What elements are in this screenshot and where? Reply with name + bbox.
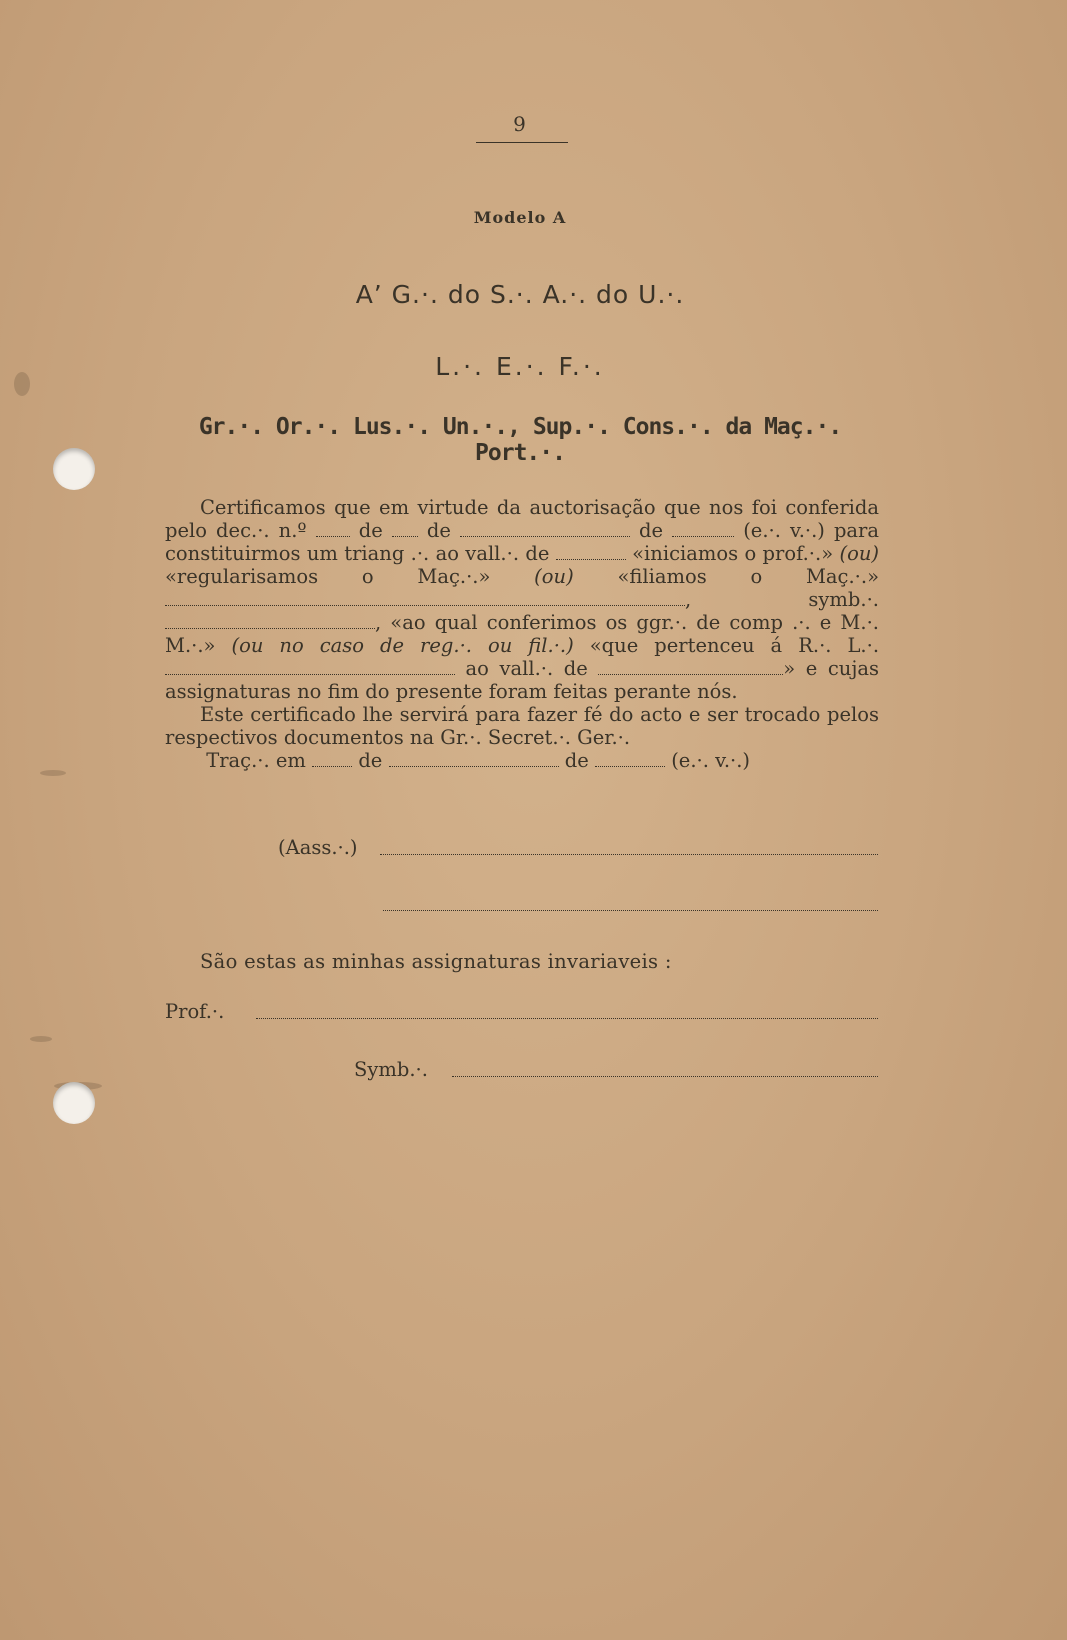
second-signature-line[interactable] — [383, 910, 878, 911]
stain-mark — [40, 770, 66, 776]
year-blank[interactable] — [672, 522, 734, 537]
body-text: «que pertenceu á R.·. L.·. — [589, 634, 880, 657]
signature-line[interactable] — [380, 854, 878, 855]
stain-mark — [30, 1036, 52, 1042]
option-or: (ou) — [534, 565, 574, 588]
certificate-paragraph — [165, 496, 879, 703]
profane-label: Prof.·. — [165, 1000, 225, 1023]
number-blank[interactable] — [316, 522, 350, 537]
symbolic-name-blank[interactable] — [165, 614, 375, 629]
body-text: «regularisamos o Maç.·.» — [165, 565, 491, 588]
symbolic-label: Symb.·. — [354, 1058, 428, 1081]
lodge-valley-blank[interactable] — [598, 660, 783, 675]
month-blank[interactable] — [460, 522, 630, 537]
stain-mark — [14, 372, 30, 396]
day-blank[interactable] — [392, 522, 418, 537]
lodge-initials: L.·. E.·. F.·. — [435, 352, 605, 381]
body-text: Certificamos que em virtude da auctorisação que nos foi conferida pelo dec.·. n.º — [165, 496, 879, 542]
traced-year-blank[interactable] — [595, 752, 665, 767]
traced-line — [165, 749, 879, 772]
body-text: de — [358, 749, 383, 772]
body-text: de — [426, 519, 451, 542]
body-text: symb.·. — [808, 588, 879, 611]
lodge-name-blank[interactable] — [165, 660, 455, 675]
option-note: (ou no caso de reg.·. ou fil.·.) — [231, 634, 574, 657]
body-text: de — [358, 519, 383, 542]
page-number: 9 — [513, 112, 527, 136]
certificate-paragraph — [165, 703, 879, 749]
body-text: » e cujas assignaturas no fim do presente foram feitas perante nós. — [165, 657, 879, 703]
body-text: «filiamos o Maç.·.» — [617, 565, 880, 588]
traced-month-blank[interactable] — [389, 752, 559, 767]
traced-day-blank[interactable] — [312, 752, 352, 767]
signature-statement: São estas as minhas assignaturas invariaveis : — [200, 950, 672, 973]
profane-signature-line[interactable] — [256, 1018, 878, 1019]
punch-hole — [53, 448, 95, 490]
grand-orient-heading: Gr.·. Or.·. Lus.·. Un.·., Sup.·. Cons.·. da Maç.·. Port.·. — [198, 414, 842, 466]
body-text: Traç.·. em — [206, 749, 306, 772]
body-text: (e.·. v.·.) — [671, 749, 751, 772]
certificate-body — [165, 496, 879, 772]
symbolic-signature-line[interactable] — [452, 1076, 878, 1077]
body-text: , — [685, 588, 692, 611]
signature-label: (Aass.·.) — [278, 836, 358, 859]
invocation-heading: A’ G.·. do S.·. A.·. do U.·. — [355, 280, 685, 309]
body-text: (e.·. v.·.) para constituirmos um triang .·. ao vall.·. de — [165, 519, 880, 565]
name-blank[interactable] — [165, 591, 685, 606]
model-label: Modelo A — [473, 208, 567, 227]
body-text: Este certificado lhe servirá para fazer fé do acto e ser trocado pelos respectivos documentos na Gr.·. Secret.·. Ger.·. — [165, 703, 879, 749]
body-text: , «ao qual conferimos os ggr.·. de comp .·. e M.·. M.·.» — [165, 611, 879, 657]
valley-blank[interactable] — [556, 545, 626, 560]
option-or: (ou) — [839, 542, 880, 565]
punch-hole — [53, 1082, 95, 1124]
body-text: «iniciamos o prof.·.» — [632, 542, 834, 565]
page-number-rule — [476, 142, 568, 143]
body-text: ao vall.·. de — [465, 657, 588, 680]
body-text: de — [564, 749, 589, 772]
body-text: de — [639, 519, 664, 542]
